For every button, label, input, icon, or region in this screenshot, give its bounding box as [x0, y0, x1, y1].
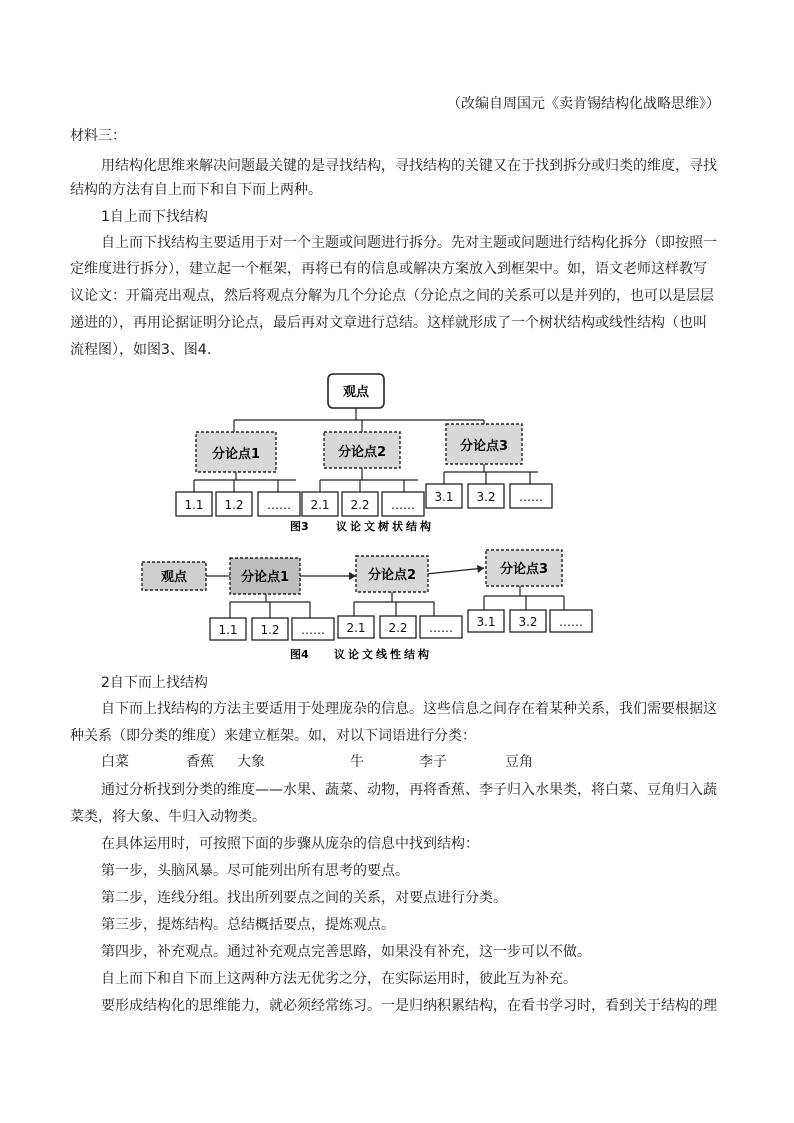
intro-line-1: 用结构化思维来解决问题最关键的是寻找结构，寻找结构的关键又在于找到拆分或归类的维度，寻找	[101, 158, 717, 174]
figure3-branch-3-label: 分论点3	[459, 439, 509, 454]
figure4-leaf-1-3: ……	[301, 623, 325, 637]
figure3-leaf-3-3: ……	[519, 490, 543, 504]
section1-line-5: 流程图），如图3、图4.	[70, 342, 212, 358]
practice-line: 要形成结构化的思维能力，就必须经常练习。一是归纳积累结构，在看书学习时，看到关于结构的理	[101, 998, 717, 1014]
section2-line-1: 自下而上找结构的方法主要适用于处理庞杂的信息。这些信息之间存在着某种关系，我们需要根据这	[101, 701, 717, 717]
word-item: 豆角	[505, 754, 533, 770]
figure3-leaf-1-2: 1.2	[224, 498, 244, 512]
figure3-leaf-2-1: 2.1	[310, 498, 330, 512]
word-item: 牛	[350, 754, 364, 770]
figure4-leaf-3-1: 3.1	[476, 615, 496, 629]
figure4-leaf-3-3: ……	[559, 615, 583, 629]
figure4-leaf-3-2: 3.2	[518, 615, 538, 629]
figure3-branch-2-label: 分论点2	[337, 445, 387, 460]
figure3-branch-1	[196, 432, 276, 472]
section1-line-4: 递进的），再用论据证明分论点，最后再对文章进行总结。这样就形成了一个树状结构或线性结构（也叫	[70, 315, 707, 331]
steps-intro: 在具体运用时，可按照下面的步骤从庞杂的信息中找到结构：	[101, 836, 479, 852]
figure4-leaf-2-1: 2.1	[346, 621, 366, 635]
figure3-leaf-1-1: 1.1	[184, 498, 204, 512]
section1-line-1: 自上而下找结构主要适用于对一个主题或问题进行拆分。先对主题或问题进行结构化拆分（即按照一	[101, 235, 717, 251]
section1-line-2: 定维度进行拆分），建立起一个框架，再将已有的信息或解决方案放入到框架中。如，语文老师这样教写	[70, 261, 707, 277]
material-title: 材料三：	[70, 128, 126, 144]
figure4-branch-2	[356, 556, 428, 592]
intro-line-2: 结构的方法有自上而下和自下而上两种。	[70, 182, 322, 198]
figure4-branch-3	[486, 550, 562, 586]
step-2: 第二步，连线分组。找出所列要点之间的关系，对要点进行分类。	[101, 890, 507, 906]
figure4-leaf-2-2: 2.2	[388, 621, 408, 635]
source-note: （改编自周国元《卖肯锡结构化战略思维》）	[447, 96, 720, 112]
figure4-caption-number: 图4	[290, 648, 309, 661]
step-4: 第四步，补充观点。通过补充观点完善思路，如果没有补充，这一步可以不做。	[101, 944, 591, 960]
figure3-branch-3	[446, 424, 522, 464]
figure3-root-label: 观点	[342, 385, 370, 400]
figure4-branch-3-label: 分论点3	[499, 562, 549, 577]
figure4-caption-text: 议论文线性结构	[334, 648, 432, 661]
figure3-root-node	[328, 374, 384, 408]
section1-line-3: 议论文：开篇亮出观点，然后将观点分解为几个分论点（分论点之间的关系可以是并列的，也可以是层层	[70, 288, 714, 304]
step-1: 第一步，头脑风暴。尽可能列出所有思考的要点。	[101, 863, 409, 879]
word-item: 白菜	[101, 754, 129, 770]
figure3-leaf-3-2: 3.2	[476, 490, 496, 504]
figure4-root-node	[142, 562, 206, 590]
figure3-branch-2	[324, 432, 400, 468]
section2-heading: 2自下而上找结构	[101, 675, 208, 691]
word-item: 香蕉	[186, 754, 214, 770]
figure3-leaf-2-2: 2.2	[350, 498, 370, 512]
figure3-leaf-2-3: ……	[391, 498, 415, 512]
section2-line-2: 种关系（即分类的维度）来建立框架。如，对以下词语进行分类：	[70, 728, 476, 744]
conclusion-line: 自上而下和自下而上这两种方法无优劣之分，在实际运用时，彼此互为补充。	[101, 971, 577, 987]
analysis-line-2: 菜类，将大象、牛归入动物类。	[70, 809, 266, 825]
figure4-leaf-1-2: 1.2	[260, 623, 280, 637]
figure3-leaf-3-1: 3.1	[434, 490, 454, 504]
figure4-root-label: 观点	[160, 570, 188, 585]
step-3: 第三步，提炼结构。总结概括要点，提炼观点。	[101, 917, 395, 933]
word-item: 大象	[237, 754, 265, 770]
figure4-leaf-1-1: 1.1	[218, 623, 238, 637]
figure4-linear-diagram	[134, 546, 604, 664]
figure3-caption-number: 图3	[290, 520, 309, 533]
figure4-leaf-2-3: ……	[429, 621, 453, 635]
figure4-branch-1	[230, 558, 300, 594]
figure4-branch-1-label: 分论点1	[240, 570, 290, 585]
figure3-leaf-1-3: ……	[267, 498, 291, 512]
figure3-branch-1-label: 分论点1	[211, 447, 261, 462]
analysis-line-1: 通过分析找到分类的维度——水果、蔬菜、动物，再将香蕉、李子归入水果类，将白菜、豆角归入蔬	[101, 782, 717, 798]
section1-heading: 1自上而下找结构	[101, 209, 208, 225]
figure3-tree-diagram	[160, 368, 580, 538]
word-item: 李子	[419, 754, 447, 770]
figure3-caption-text: 议论文树状结构	[336, 520, 434, 533]
figure4-branch-2-label: 分论点2	[367, 568, 417, 583]
